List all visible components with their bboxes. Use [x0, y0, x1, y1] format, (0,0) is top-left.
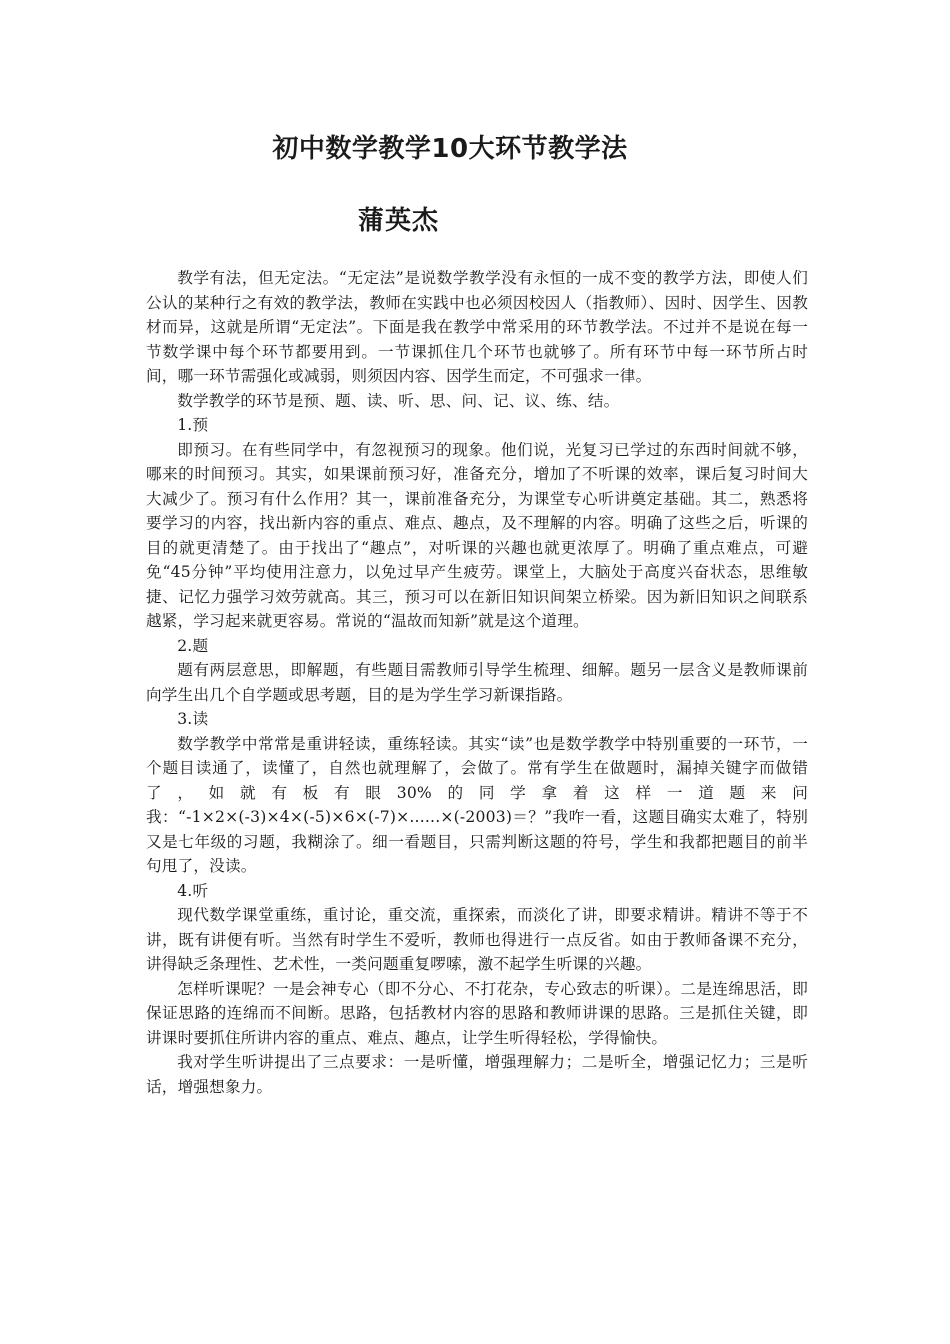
section-heading-questions: 2.题 — [177, 636, 209, 655]
paragraph-questions: 题有两层意思，即解题，有些题目需教师引导学生梳理、细解。题另一层含义是教师课前向学生出几个自学题或思考题，目的是为学生学习新课指路。 — [146, 661, 808, 704]
paragraph-reading: 数学教学中常常是重讲轻读，重练轻读。其实“读”也是数学教学中特别重要的一环节，一个题目读通了，读懂了，自然也就理解了，会做了。常有学生在做题时，漏掉关键字而做错了，如就有板有眼30%的同学拿着这样一道题来问我：“-1×2×(-3)×4×(-5)×6×(-7)×......×(-2003)＝？”我咋一看，这题目确实太难了，特别又是七年级的习题，我糊涂了。细一看题目，只需判断这题的符号，学生和我都把题目的前半句甩了，没读。 — [146, 734, 808, 875]
section-heading-listening: 4.听 — [177, 881, 209, 900]
section-heading-preview: 1.预 — [177, 416, 209, 434]
document-title: 初中数学教学10大环节教学法 — [272, 134, 628, 164]
paragraph-preview: 即预习。在有些同学中，有忽视预习的现象。他们说，光复习已学过的东西时间就不够，哪来的时间预习。其实，如果课前预习好，准备充分，增加了不听课的效率，课后复习时间大大减少了。预习有什么作用？其一，课前准备充分，为课堂专心听讲奠定基础。其二，熟悉将要学习的内容，找出新内容的重点、难点、趣点，及不理解的内容。明确了这些之后，听课的目的就更清楚了。由于找出了“趣点”，对听课的兴趣也就更浓厚了。明确了重点难点，可避免“45分钟”平均使用注意力，以免过早产生疲劳。课堂上，大脑处于高度兴奋状态，思维敏捷、记忆力强学习效劳就高。其三，预习可以在新旧知识间架立桥梁。因为新旧知识之间联系越紧，学习起来就更容易。常说的“温故而知新”就是这个道理。 — [146, 440, 808, 630]
paragraph-listening: 现代数学课堂重练，重讨论，重交流，重探索，而淡化了讲，即要求精讲。精讲不等于不讲，既有讲便有听。当然有时学生不爱听，教师也得进行一点反省。如由于教师备课不充分，讲得缺乏条理性、艺术性，一类问题重复啰嗦，激不起学生听课的兴趣。 — [146, 906, 808, 973]
paragraph-intro: 教学有法，但无定法。“无定法”是说数学教学没有永恒的一成不变的教学方法，即使人们公认的某种行之有效的教学法，教师在实践中也必须因校因人（指教师）、因时、因学生、因教材而异，这就是所谓“无定法”。下面是我在教学中常采用的环节教学法。不过并不是说在每一节数学课中每个环节都要用到。一节课抓住几个环节也就够了。所有环节中每一环节所占时间，哪一环节需强化或减弱，则须因内容、因学生而定，不可强求一律。 — [146, 269, 808, 385]
paragraph-listening-requirements: 我对学生听讲提出了三点要求：一是听懂，增强理解力；二是听全，增强记忆力；三是听话，增强想象力。 — [146, 1053, 808, 1096]
document-author: 蒲英杰 — [358, 206, 440, 236]
paragraph-steps-list: 数学教学的环节是预、题、读、听、思、问、记、议、练、结。 — [177, 391, 620, 410]
paragraph-how-to-listen: 怎样听课呢？一是会神专心（即不分心、不打花杂，专心致志的听课）。二是连绵思活，即保证思路的连绵而不间断。思路，包括教材内容的思路和教师讲课的思路。三是抓住关键，即讲课时要抓住所讲内容的重点、难点、趣点，让学生听得轻松，学得愉快。 — [146, 979, 808, 1047]
section-heading-reading: 3.读 — [177, 710, 209, 728]
document-body — [146, 266, 808, 1099]
